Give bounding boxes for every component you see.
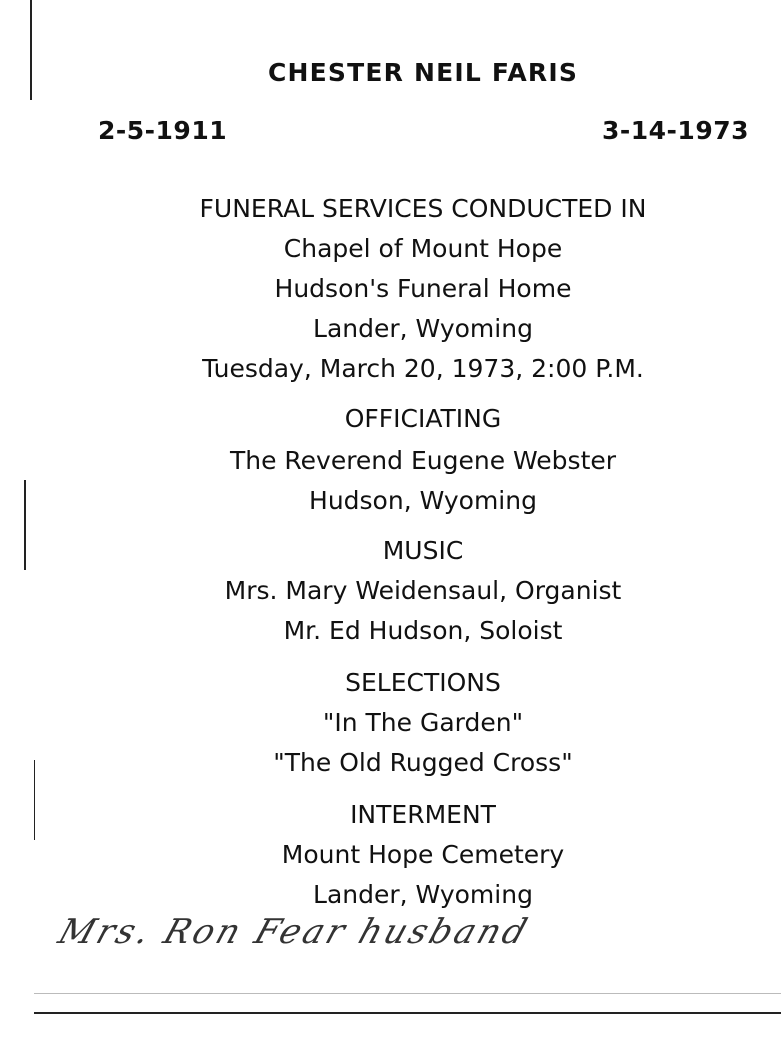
services-heading: FUNERAL SERVICES CONDUCTED IN [199, 194, 647, 223]
selection-song-1: "In The Garden" [322, 708, 524, 737]
deceased-name: CHESTER NEIL FARIS [267, 58, 579, 87]
bottom-faint-rule [34, 993, 781, 994]
handwritten-note: Mrs. Ron Fear husband [53, 912, 535, 952]
officiating-heading: OFFICIATING [344, 404, 502, 433]
bottom-rule [34, 1012, 781, 1014]
interment-city: Lander, Wyoming [313, 880, 533, 909]
services-funeral-home: Hudson's Funeral Home [274, 274, 572, 303]
services-datetime: Tuesday, March 20, 1973, 2:00 P.M. [202, 354, 644, 383]
officiating-city: Hudson, Wyoming [309, 486, 537, 515]
death-date: 3-14-1973 [602, 116, 750, 145]
interment-place: Mount Hope Cemetery [281, 840, 565, 869]
music-organist: Mrs. Mary Weidensaul, Organist [224, 576, 622, 605]
music-soloist: Mr. Ed Hudson, Soloist [283, 616, 563, 645]
services-place: Chapel of Mount Hope [283, 234, 563, 263]
selection-song-2: "The Old Rugged Cross" [273, 748, 573, 777]
music-heading: MUSIC [382, 536, 464, 565]
services-city: Lander, Wyoming [313, 314, 533, 343]
birth-date: 2-5-1911 [98, 116, 228, 145]
selections-heading: SELECTIONS [345, 668, 501, 697]
officiating-name: The Reverend Eugene Webster [229, 446, 617, 475]
interment-heading: INTERMENT [350, 800, 496, 829]
